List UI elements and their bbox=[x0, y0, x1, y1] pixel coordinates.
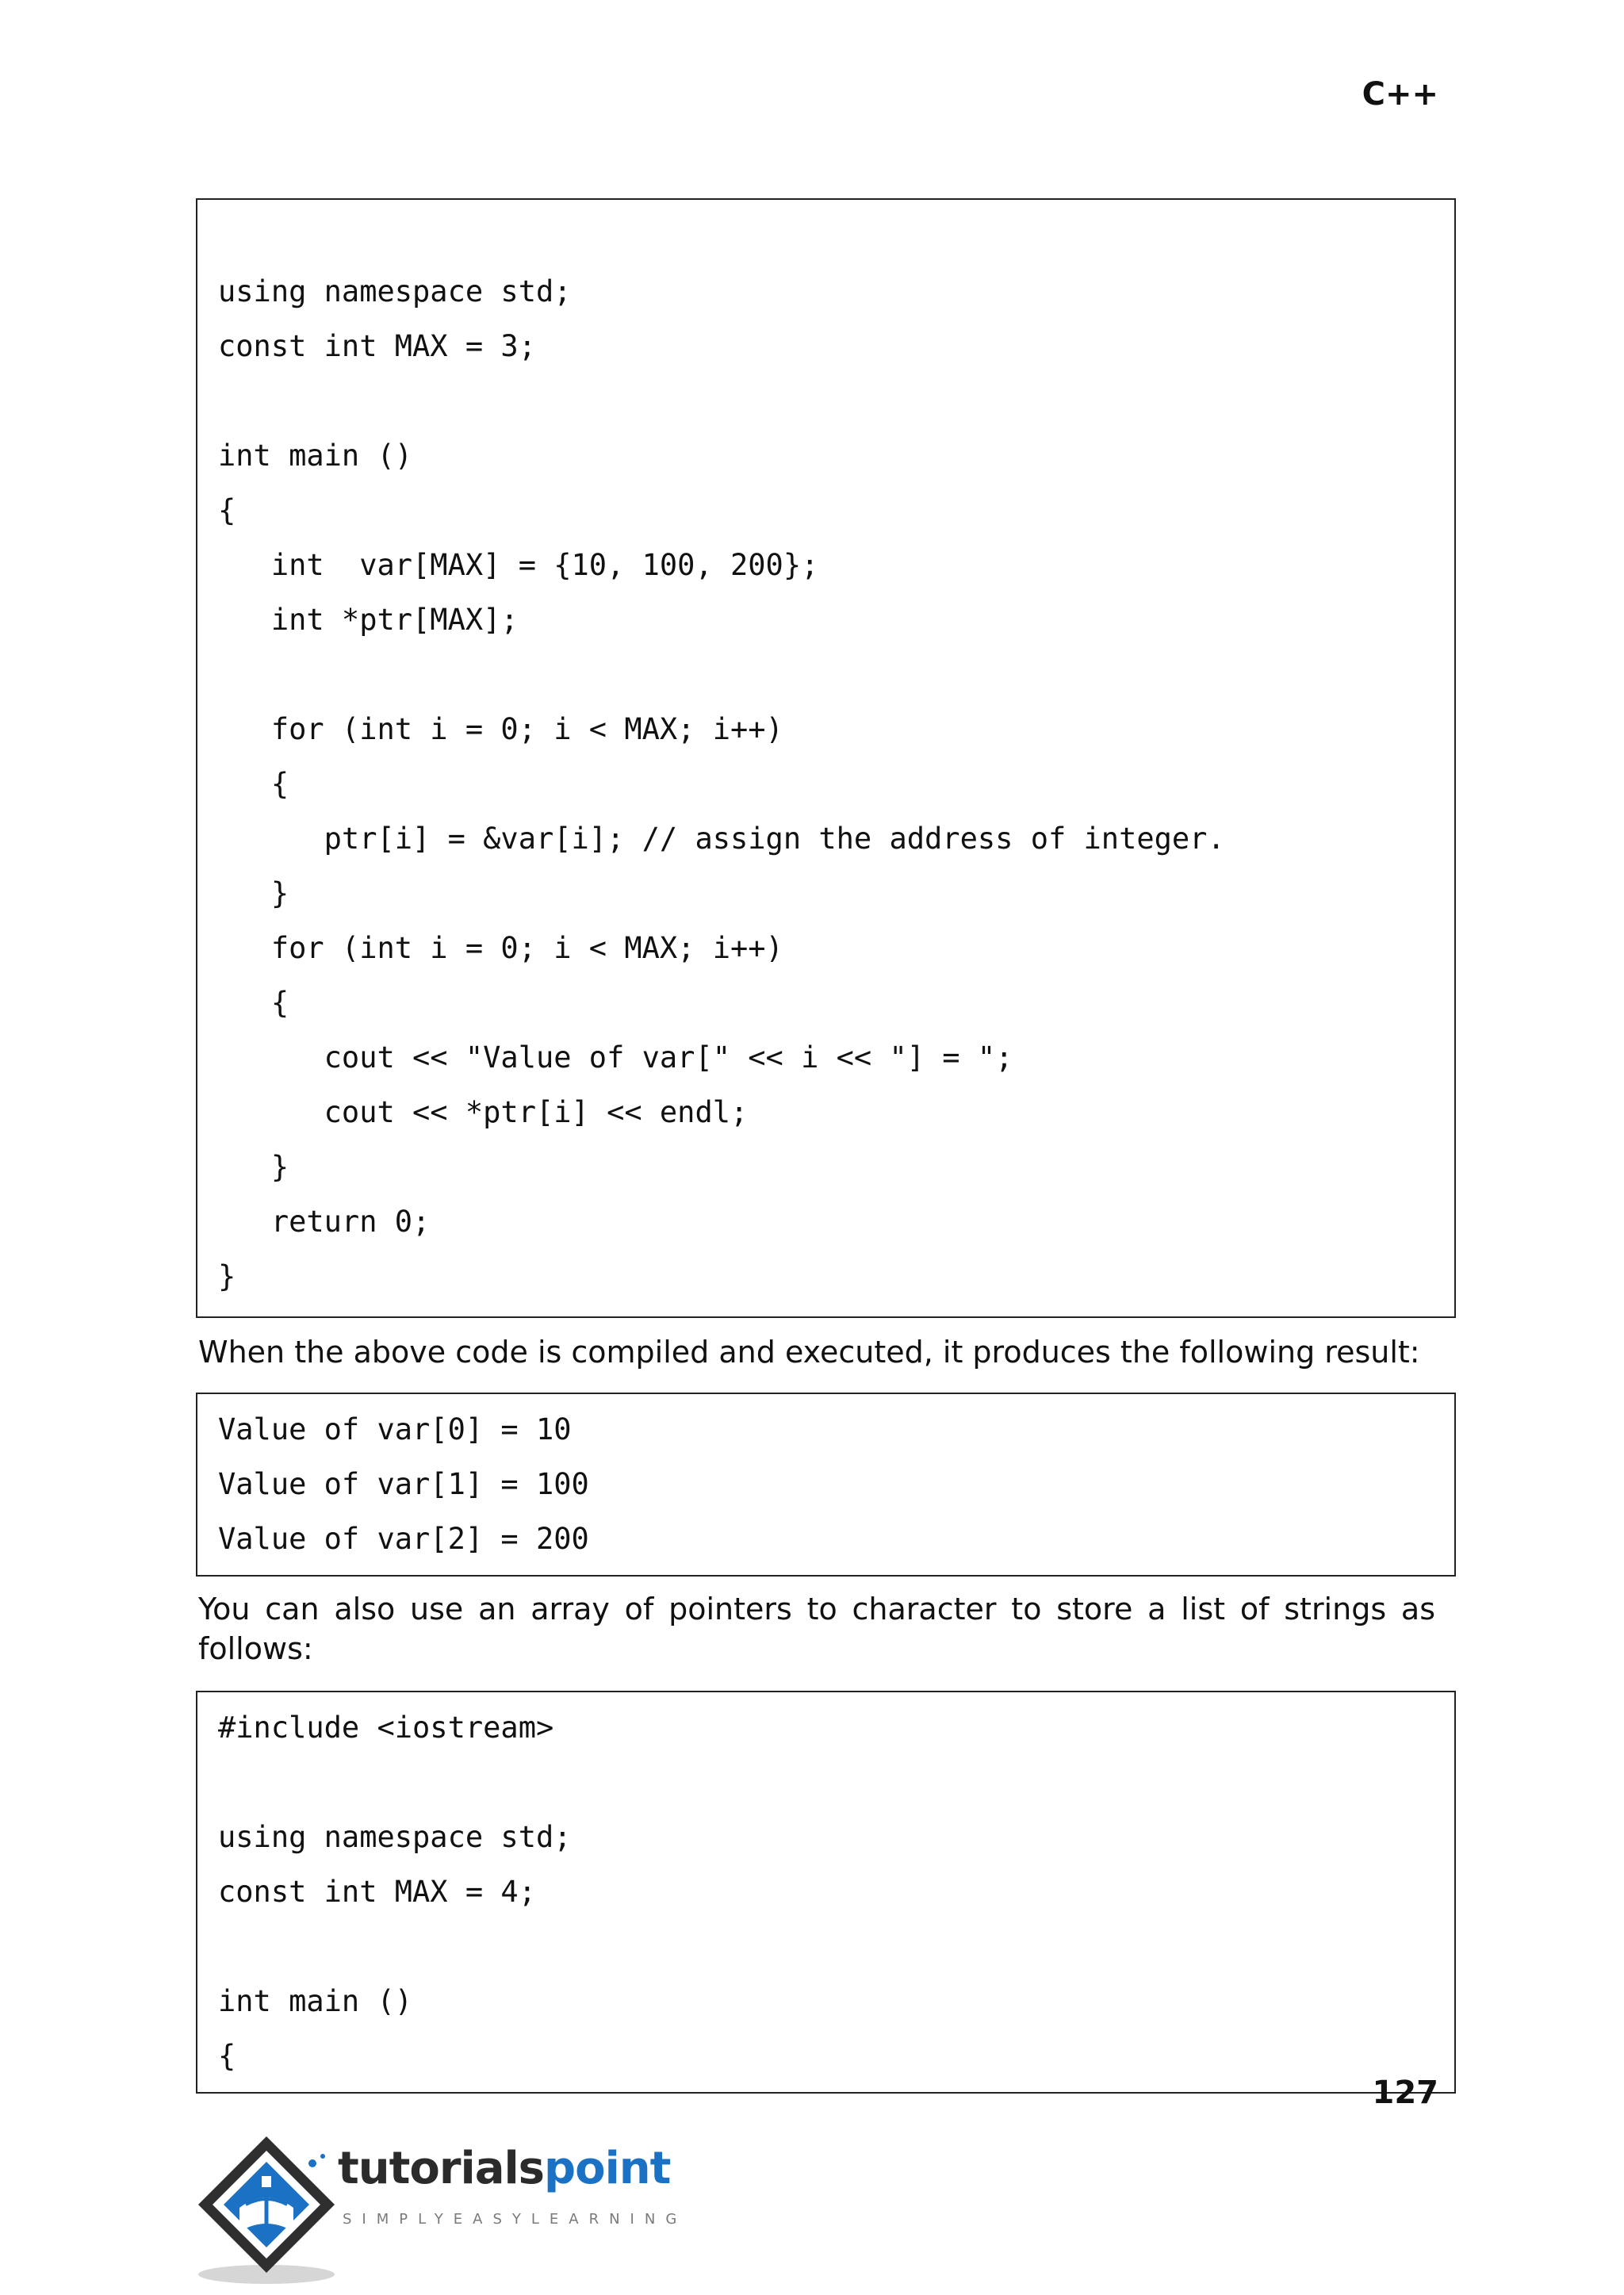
tutorialspoint-logo-icon bbox=[193, 2132, 352, 2290]
code-line: { bbox=[218, 493, 236, 527]
code-line: } bbox=[218, 1150, 289, 1184]
code-line: int var[MAX] = {10, 100, 200}; bbox=[218, 548, 819, 582]
code-line: int main () bbox=[218, 439, 413, 473]
code-line: } bbox=[218, 876, 289, 910]
output-line: Value of var[2] = 200 bbox=[218, 1522, 589, 1556]
logo-word-tutorials: tutorials bbox=[338, 2143, 545, 2194]
code-line: { bbox=[218, 986, 289, 1020]
code-block-1 bbox=[196, 198, 1456, 1318]
output-block-text bbox=[197, 1394, 1454, 1566]
output-block bbox=[196, 1393, 1456, 1577]
logo-tagline: SIMPLYEASYLEARNING bbox=[343, 2211, 688, 2228]
code-line: int *ptr[MAX]; bbox=[218, 603, 519, 637]
code-line: using namespace std; bbox=[218, 274, 572, 308]
header-title: C++ bbox=[1362, 76, 1438, 113]
code-line: int main () bbox=[218, 1984, 413, 2018]
code-line: { bbox=[218, 767, 289, 801]
code-line: cout << *ptr[i] << endl; bbox=[218, 1095, 749, 1129]
output-line: Value of var[1] = 100 bbox=[218, 1467, 589, 1501]
code-line: const int MAX = 3; bbox=[218, 329, 536, 363]
code-block-2-text bbox=[197, 1692, 1454, 2083]
code-block-1-text bbox=[197, 200, 1454, 1304]
code-line: { bbox=[218, 2039, 236, 2073]
code-line: for (int i = 0; i < MAX; i++) bbox=[218, 712, 783, 746]
result-paragraph: When the above code is compiled and executed, it produces the following result: bbox=[198, 1335, 1420, 1370]
code-line: ptr[i] = &var[i]; // assign the address of integer. bbox=[218, 822, 1225, 856]
code-line: const int MAX = 4; bbox=[218, 1875, 536, 1909]
logo-word-point: point bbox=[544, 2143, 671, 2194]
code-line: using namespace std; bbox=[218, 1820, 572, 1854]
code-block-2 bbox=[196, 1691, 1456, 2094]
code-line: return 0; bbox=[218, 1205, 431, 1239]
output-line: Value of var[0] = 10 bbox=[218, 1412, 572, 1446]
tutorialspoint-logo bbox=[193, 2132, 688, 2290]
intro-paragraph: You can also use an array of pointers to character to store a list of strings as follows: bbox=[198, 1592, 1435, 1666]
code-line: #include <iostream> bbox=[218, 1711, 554, 1745]
logo-wordmark bbox=[338, 2143, 670, 2194]
code-line: } bbox=[218, 1259, 236, 1293]
code-line: cout << "Value of var[" << i << "] = "; bbox=[218, 1040, 1013, 1075]
page-number: 127 bbox=[1372, 2075, 1438, 2111]
code-line: for (int i = 0; i < MAX; i++) bbox=[218, 931, 783, 965]
